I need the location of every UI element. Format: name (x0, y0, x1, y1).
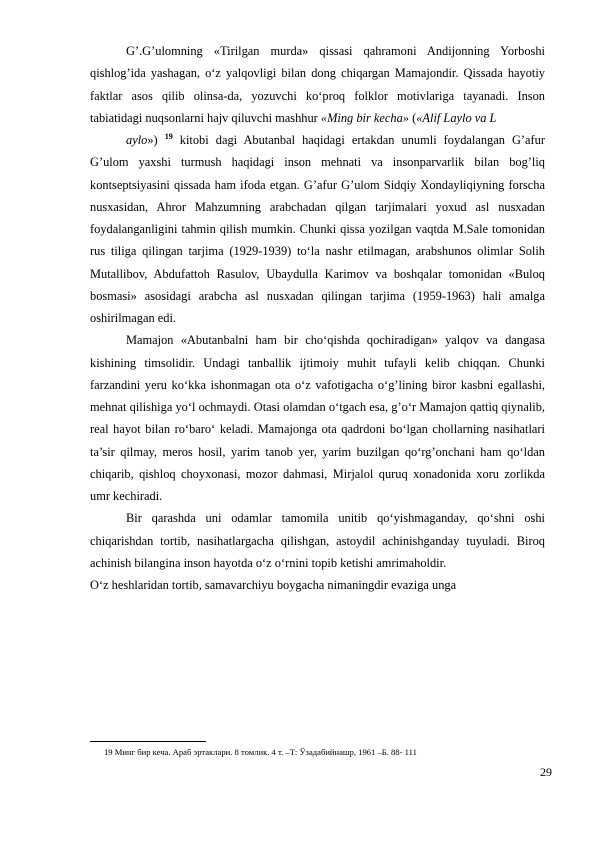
paragraph-1-text-b: ( (409, 110, 417, 125)
paragraph-3: Mamajon «Abutanbalni ham bir cho‘qishda qochiradigan» yalqov va dangasa kishining timsolidir. Undagi tanballik ijtimoiy muhit tufayli kelib chiqqan. Chunki farzandini yeru ko‘kka ishonmagan ota o‘z vafotigacha o‘g’lining biror kasbni egallashi, mehnat qilishiga yo‘l ochmaydi. Otasi olamdan o‘tgach esa, g’o‘r Mamajon qattiq qiynalib, real hayot bilan ro‘baro‘ keladi. Mamajonga ota qadrdoni bo‘lgan chollarning nasihatlari ta’sir qilmay, meros hosil, yarim tanob yer, yarim buzilgan qo‘rg’onchani ham qo‘ldan chiqarib, qishloq choyxonasi, mozor dahmasi, Mirjalol quruq xonadonida xoru zorlikda umr kechiradi. (90, 333, 545, 503)
book-title-italic: «Ming bir kecha» (320, 110, 409, 125)
paragraph-1 (90, 40, 545, 129)
paragraph-5: O‘z heshlaridan tortib, samavarchiyu boygacha nimaningdir evaziga unga (90, 578, 457, 592)
footnote-reference[interactable]: 19 (164, 131, 173, 141)
footnote-separator (90, 741, 206, 742)
page-number: 29 (540, 765, 552, 779)
paragraph-2-text-b: kitobi dagi Abutanbal haqidagi ertakdan unumli foydalangan G’afur G’ulom yaxshi turmush haqidagi inson mehnati va insonparvarlik bilan bog’liq kontseptsiyasini qissada ham ifoda etgan. G’afur G’ulom Sidqiy Xondayliqiyning forscha nusxasidan, Ahror Mahzumning arabchadan qilgan tarjimalari yoxud asl nusxadan foydalanganligini tahmin qilish mumkin. Chunki qissa yozilgan vaqtda M.Sale tomonidan rus tiliga qilingan tarjima (1929-1939) to‘la nashr etilmagan, arabshunos olimlar Solih Mutallibov, Abdufattoh Rasulov, Ubaydulla Karimov va boshqalar tomonidan «Buloq bosmasi» asosidagi arabcha asl nusxadan qilingan tarjima (1959-1963) hali amalga oshirilmagan edi. (90, 133, 545, 325)
book-alt-title-italic: «Alif Laylo va L (416, 110, 497, 125)
paragraph-1-text-a: G’.G’ulomning «Tirilgan murda» qissasi qahramoni Andijonning Yorboshi qishlog’ida yashagan, o‘z yalqovligi bilan dong chiqargan Mamajondir. Qissada hayotiy faktlar asos qilib olinsa-da, yozuvchi ko‘proq folklor motivlariga tayanadi. Inson tabiatidagi nuqsonlarni hajv qiluvchi mashhur (90, 44, 545, 125)
paragraph-2-text-a: ») (147, 133, 158, 147)
paragraph-2 (90, 129, 545, 329)
paragraph-4: Bir qarashda uni odamlar tamomila unitib qo‘yishmaganday, qo‘shni oshi chiqarishdan tortib, nasihatlargacha qilishgan, astoydil achinishganday tuyuladi. Biroq achinish bilangina inson hayotda o‘z o‘rnini topib ketishi amrimaholdir. (90, 511, 545, 570)
page-body (90, 40, 545, 596)
footnote: 19 Минг бир кеча. Араб эртаклари. 8 томлик. 4 т. –Т: Ўзадабийнашр, 1961 –Б. 88- 111 (104, 747, 417, 757)
book-alt-title-end-italic: aylo (126, 133, 148, 147)
